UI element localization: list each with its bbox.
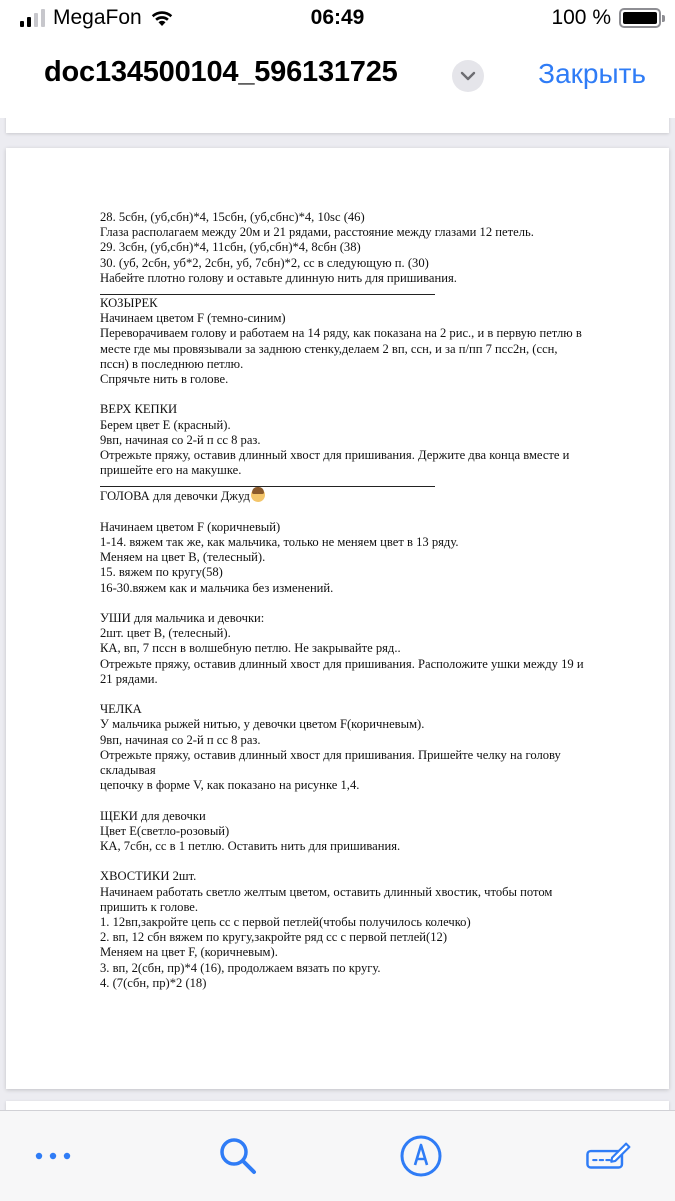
sign-icon bbox=[585, 1136, 631, 1176]
document-line-text: Начинаем работать светло желтым цветом, оставить длинный хвостик, чтобы потом bbox=[100, 884, 553, 899]
document-line-text: Начинаем цветом F (темно-синим) bbox=[100, 311, 286, 326]
document-line bbox=[100, 240, 630, 255]
document-line-text: 1-14. вяжем так же, как мальчика, только не меняем цвет в 13 ряду. bbox=[100, 535, 459, 550]
document-line bbox=[100, 448, 630, 463]
document-line-text: пришить к голове. bbox=[100, 899, 199, 914]
carrier-name: MegaFon bbox=[53, 6, 142, 29]
document-line-text: 16-30.вяжем как и мальчика без изменений. bbox=[100, 580, 334, 595]
section-divider bbox=[100, 478, 435, 487]
document-line bbox=[100, 641, 630, 656]
chevron-down-icon bbox=[460, 71, 476, 81]
document-page bbox=[6, 148, 669, 1089]
document-line-text: ГОЛОВА для девочки Джуд bbox=[100, 489, 250, 504]
document-line-text: Набейте плотно голову и оставьте длинную нить для пришивания. bbox=[100, 270, 457, 285]
document-line-text: цепочку в форме V, как показано на рисунке 1,4. bbox=[100, 778, 360, 793]
document-line bbox=[100, 210, 630, 225]
document-line bbox=[100, 778, 630, 793]
status-bar bbox=[0, 0, 675, 38]
document-line-text: ХВОСТИКИ 2шт. bbox=[100, 869, 197, 884]
previous-page bbox=[6, 118, 669, 133]
document-line-text: 30. (уб, 2сбн, уб*2, 2сбн, уб, 7сбн)*2, сс в следующую п. (30) bbox=[100, 255, 429, 270]
document-line-text: Спрячьте нить в голове. bbox=[100, 372, 229, 387]
markup-button[interactable] bbox=[398, 1133, 444, 1179]
document-line-text: 2. вп, 12 сбн вяжем по кругу,закройте ряд сс с первой петлей(12) bbox=[100, 930, 448, 945]
status-right bbox=[551, 6, 661, 30]
document-line-text: 9вп, начиная со 2-й п сс 8 раз. bbox=[100, 432, 261, 447]
document-line-text: 3. вп, 2(сбн, пр)*4 (16), продолжаем вязать по кругу. bbox=[100, 960, 381, 975]
sign-button[interactable] bbox=[585, 1133, 631, 1179]
document-line-text: Меняем на цвет F, (коричневым). bbox=[100, 945, 278, 960]
blank-line bbox=[100, 854, 630, 869]
navigation-bar bbox=[0, 38, 675, 119]
document-line bbox=[100, 225, 630, 240]
document-line-text: 28. 5сбн, (уб,сбн)*4, 15сбн, (уб,сбнс)*4, 10sc (46) bbox=[100, 210, 365, 224]
document-viewer[interactable] bbox=[0, 118, 675, 1110]
girl-emoji-icon bbox=[251, 488, 265, 502]
document-line-text: Отрежьте пряжу, оставив длинный хвост для пришивания. Расположите ушки между 19 и bbox=[100, 656, 584, 671]
battery-icon bbox=[619, 8, 661, 28]
document-line-text: Переворачиваем голову и работаем на 14 ряду, как показана на 2 рис., и в первую петлю в bbox=[100, 326, 582, 341]
document-line bbox=[100, 702, 630, 717]
document-line bbox=[100, 809, 630, 824]
document-line-text: КА, вп, 7 псcн в волшебную петлю. Не закрывайте ряд.. bbox=[100, 641, 401, 656]
document-line bbox=[100, 271, 630, 286]
document-line bbox=[100, 869, 630, 884]
blank-line bbox=[100, 596, 630, 611]
document-line bbox=[100, 717, 630, 732]
document-line-text: ЧЕЛКА bbox=[100, 702, 142, 717]
close-button[interactable]: Закрыть bbox=[538, 58, 646, 89]
document-line-text: Меняем на цвет B, (телесный). bbox=[100, 550, 266, 565]
document-line bbox=[100, 657, 630, 672]
document-line bbox=[100, 611, 630, 626]
document-line bbox=[100, 550, 630, 565]
battery-percent: 100 % bbox=[551, 6, 611, 29]
section-divider bbox=[100, 286, 435, 295]
blank-line bbox=[100, 505, 630, 520]
document-line bbox=[100, 581, 630, 596]
blank-line bbox=[100, 793, 630, 808]
more-button[interactable] bbox=[30, 1133, 76, 1179]
document-line bbox=[100, 311, 630, 326]
document-line-text: 15. вяжем по кругу(58) bbox=[100, 565, 223, 580]
title-menu-button[interactable] bbox=[452, 60, 484, 92]
next-page bbox=[6, 1101, 669, 1110]
document-line bbox=[100, 763, 630, 778]
document-line-text: Глаза располагаем между 20м и 21 рядами, расстояние между глазами 12 петель. bbox=[100, 225, 534, 240]
document-line-text: Отрежьте пряжу, оставив длинный хвост для пришивания. Пришейте челку на голову bbox=[100, 747, 561, 762]
document-line-text: 21 рядами. bbox=[100, 671, 158, 686]
document-line bbox=[100, 839, 630, 854]
document-line bbox=[100, 961, 630, 976]
document-line bbox=[100, 885, 630, 900]
document-line bbox=[100, 296, 630, 311]
document-line bbox=[100, 418, 630, 433]
document-line bbox=[100, 342, 630, 357]
blank-line bbox=[100, 387, 630, 402]
document-line-text: 1. 12вп,закройте цепь сс с первой петлей(чтобы получилось колечко) bbox=[100, 915, 471, 930]
document-line-text: У мальчика рыжей нитью, у девочки цветом F(коричневым). bbox=[100, 717, 425, 732]
document-line-text: Отрежьте пряжу, оставив длинный хвост для пришивания. Держите два конца вместе и bbox=[100, 448, 570, 463]
document-line bbox=[100, 520, 630, 535]
document-line-text: УШИ для мальчика и девочки: bbox=[100, 611, 265, 626]
document-line bbox=[100, 433, 630, 448]
document-line bbox=[100, 626, 630, 641]
blank-line bbox=[100, 687, 630, 702]
document-line-text: 9вп, начиная со 2-й п сс 8 раз. bbox=[100, 732, 261, 747]
document-title[interactable]: doc134500104_596131725 bbox=[44, 56, 398, 88]
document-line bbox=[100, 900, 630, 915]
document-line-text: ВЕРХ КЕПКИ bbox=[100, 402, 178, 417]
document-line-text: 29. 3сбн, (уб,сбн)*4, 11сбн, (уб,сбн)*4, 8сбн (38) bbox=[100, 240, 361, 255]
document-line bbox=[100, 463, 630, 478]
document-line-text: 2шт. цвет B, (телесный). bbox=[100, 626, 231, 641]
markup-icon bbox=[399, 1134, 443, 1178]
clock: 06:49 bbox=[310, 6, 365, 29]
document-line-text: псcн) в последнюю петлю. bbox=[100, 356, 244, 371]
search-icon bbox=[217, 1135, 259, 1177]
document-line-text: Начинаем цветом F (коричневый) bbox=[100, 519, 281, 534]
document-line-text: Берем цвет E (красный). bbox=[100, 417, 231, 432]
document-line bbox=[100, 930, 630, 945]
document-line-text: 4. (7(сбн, пр)*2 (18) bbox=[100, 975, 207, 990]
document-line bbox=[100, 535, 630, 550]
document-line bbox=[100, 824, 630, 839]
document-line-text: ЩЕКИ для девочки bbox=[100, 808, 206, 823]
document-line-text: месте где мы провязывали за заднюю стенку,делаем 2 вп, ссн, и за п/пп 7 псс2н, (ссн, bbox=[100, 341, 558, 356]
document-line-text: КА, 7сбн, сс в 1 петлю. Оставить нить для пришивания. bbox=[100, 839, 401, 854]
document-line-text: пришейте его на макушке. bbox=[100, 463, 242, 478]
document-line-text: КОЗЫРЕК bbox=[100, 296, 158, 311]
document-line bbox=[100, 357, 630, 372]
search-button[interactable] bbox=[215, 1133, 261, 1179]
document-line bbox=[100, 402, 630, 417]
document-line bbox=[100, 326, 630, 341]
document-line bbox=[100, 733, 630, 748]
document-line-text: Цвет E(светло-розовый) bbox=[100, 823, 230, 838]
document-line bbox=[100, 565, 630, 580]
document-line bbox=[100, 256, 630, 271]
document-line bbox=[100, 945, 630, 960]
document-line-text: складывая bbox=[100, 763, 156, 778]
document-line bbox=[100, 976, 630, 991]
document-line bbox=[100, 488, 630, 504]
document-line bbox=[100, 915, 630, 930]
page-text bbox=[100, 210, 630, 991]
bottom-toolbar bbox=[0, 1110, 675, 1201]
document-line bbox=[100, 372, 630, 387]
document-line bbox=[100, 748, 630, 763]
document-line bbox=[100, 672, 630, 687]
more-icon bbox=[33, 1151, 73, 1161]
